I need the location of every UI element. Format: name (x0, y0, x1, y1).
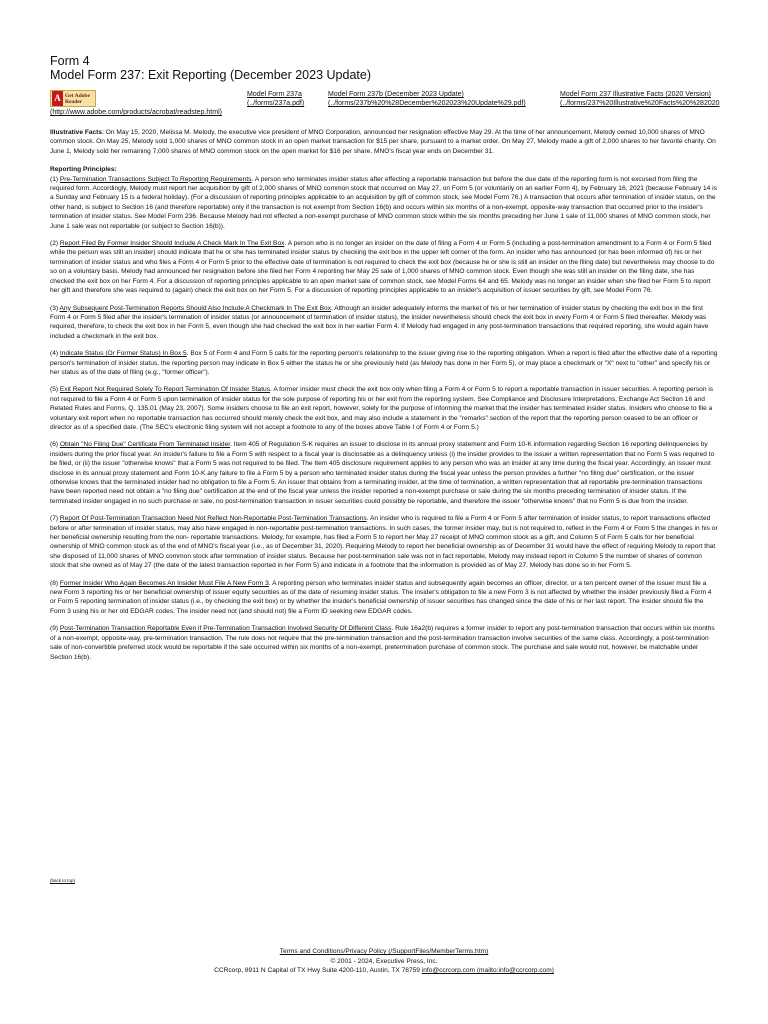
page-footer (0, 947, 768, 976)
adobe-reader-badge-text: Get Adobe Reader (65, 92, 90, 105)
model-form-237b-link[interactable] (328, 90, 526, 108)
form-number: Form 4 (50, 54, 90, 68)
principle-paragraph (50, 514, 718, 570)
link-label[interactable]: Model Form 237 Illustrative Facts (2020 Version) (560, 91, 711, 98)
principle-title: Exit Report Not Required Solely To Report Termination Of Insider Status (59, 386, 271, 394)
principle-title: Former Insider Who Again Becomes An Insider Must File A New Form 3 (59, 579, 269, 587)
illustrative-facts-label: Illustrative Facts (50, 129, 103, 136)
principle-text: . A person who is no longer an insider on the date of filing a Form 4 or Form 5 (including a post-termination amendment to a Form 4 or Form 5 filed while the person was still an insider) should indicate that he or she has terminated insider status by checking the exit box in the upper left corner of the form. An insider who has announced (or has been informed of) his or her termination of insider status and who files a Form 4 or Form 5 prior to the effective date of termination is not required to check the exit box (because he or she is still an insider on the filing date) but nevertheless may choose to do so on a voluntary basis. Melody had announced her resignation before she filed her Form 4 reporting her May 25 sale of 1,000 shares of MNO common stock. Even though she was still an insider on the filing date, she has checked the exit box on her Form 4. For a discussion of reporting principles applicable to an open market sale of common stock, see Model Forms 64 and 65. Melody was no longer an insider when she filed her Form 5 to report her gift and therefore she was required to (again) check the exit box on her Form 5. For a discussion of reporting principles applicable to an insider's acquisition of issuer securities by gift, see Model Form 76. (50, 240, 715, 295)
principle-number: (5) (50, 386, 60, 394)
adobe-logo-icon: A (52, 91, 63, 106)
principle-number: (4) (50, 350, 60, 358)
principle-title: Post-Termination Transaction Reportable Even if Pre-Termination Transaction Involved Security Of Different Class (59, 625, 392, 633)
illustrative-facts-paragraph (50, 128, 718, 156)
link-href[interactable]: (../forms/237a.pdf) (247, 100, 305, 107)
page-title: Model Form 237: Exit Reporting (December 2023 Update) (50, 68, 371, 82)
principle-text: . A reporting person who terminates insider status and subsequently again becomes an officer, director, or a ten percent owner of the issuer must file a new Form 3 reporting his or her beneficial ownership of issuer equity securities as of the date of resuming insider status. The insider's obligation to file a new Form 3 is not affected by whether the insider previously filed a Form 4 or Form 5 reporting termination of insider status (i.e., by checking the exit box) or by whether the insider's beneficial ownership of issuer securities has changed since the date of his or her last report. The insider should file the Form 3 using his or her old EDGAR codes. The insider need not (and should not) file a Form ID seeking new EDGAR codes. (50, 579, 712, 615)
principle-text: . Rule 16a2(b) requires a former insider to report any post-termination transaction that occurs within six months of a non-exempt, opposite-way, pre-termination transaction. The rule does not require that the pre-termination transaction and the post-termination transaction involve securities of the same class. Accordingly, a post-termination sale of non-convertible preferred stock would be reportable if the sale occurred within six months of a non-exempt, pretermination purchase of common stock. The purchase and sale would not, however, be matchable under Section 16(b). (50, 625, 715, 661)
reporting-principles-list (50, 175, 718, 662)
principle-title: Indicate Status (Or Former Status) In Box 5 (59, 350, 187, 358)
address-text: CCRcorp, 8911 N Capital of TX Hwy Suite 4200-110, Austin, TX 78759 (214, 967, 422, 974)
principle-number: (1) (50, 175, 60, 183)
principle-number: (7) (50, 515, 60, 523)
principle-text: . An insider who is required to file a Form 4 or Form 5 after termination of insider status, to report transactions effected before or after termination of insider status, may also have engaged in non-reportable post-termination transactions. In such cases, the former insider may, but is not required to, reflect in the Form 4 or Form 5 the changes in his or her beneficial ownership resulting from the non- reportable transactions. Melody, for example, has filed a Form 5 to report her May 27 receipt of MNO common stock as a gift, and Column 5 of Form 5 calls for her beneficial ownership of MNO common stock as of the end of MNO's fiscal year (i.e., as of December 31, 2020). Requiring Melody to report her beneficial ownership as of December 31 would have the effect of requiring Melody to report that she disposed of 11,000 shares of MNO common stock after termination of insider status. Because her post-termination sale was not in fact reportable, Melody may instead report in Column 5 the number of shares of common stock that she owned as of May 27 (the date of the latest transaction reported in her Form 5) and indicate in a footnote that the information is provided as of May 27. Melody has done so in her Form 5. (50, 515, 718, 570)
back-to-top-link[interactable]: (back to top) (50, 878, 76, 883)
page-header (50, 54, 730, 82)
principle-paragraph (50, 579, 718, 617)
adobe-reader-badge[interactable] (50, 90, 96, 107)
copyright-text: © 2001 - 2024, Executive Press, Inc. (330, 957, 438, 965)
principle-title: Pre-Termination Transactions Subject To Reporting Requirements (59, 175, 252, 183)
principle-title: Report Filed By Former Insider Should Include A Check Mark In The Exit Box (59, 240, 285, 248)
principle-paragraph (50, 175, 718, 231)
email-link[interactable]: info@ccrcorp.com (mailto:info@ccrcorp.com) (421, 967, 554, 974)
principle-paragraph (50, 385, 718, 432)
model-form-237-illustrative-facts-link[interactable] (560, 90, 720, 108)
principle-paragraph (50, 349, 718, 377)
principle-paragraph (50, 304, 718, 342)
link-href[interactable]: (../forms/237%20Illustrative%20Facts%20%282020 (560, 100, 720, 107)
principle-text: . Box 5 of Form 4 and Form 5 calls for the reporting person's relationship to the issuer giving rise to the reporting obligation. When a report is filed after the effective date of a reporting person's termination of insider status, the reporting person may indicate in Box 5 either the status he or she previously held (as Melody has done in her Form 5), or may place a checkmark or "X" next to "other" and specify his or her status as of the date of filing (e.g., "former officer"). (50, 350, 718, 376)
illustrative-facts-text: : On May 15, 2020, Melissa M. Melody, the executive vice president of MNO Corporation, announced her resignation effective May 29. At the time of her announcement, Melody owned 10,000 shares of MNO common stock. On May 25, Melody sold 1,000 shares of MNO common stock in an open market transaction for $15 per share, pursuant to a market order. On May 27, Melody made a gift of 2,000 shares to her favorite charity. On June 1, Melody sold her remaining 7,000 shares of MNO common stock on the open market for $16 per share. MNO's fiscal year ends on December 31. (50, 129, 716, 155)
principle-text: . A former insider must check the exit box only when filing a Form 4 or Form 5 to report a reportable transaction in issuer securities. A reporting person is not required to file a Form 4 or Form 5 upon termination of insider status for the sole purpose of reporting his or her exit from the reporting system. See Compliance and Disclosure Interpretations, Exchange Act Section 16 and Related Rules and Forms, Q. 135.01 (May 23, 2007). Some insiders choose to file an exit report, however, solely for the purpose of informing the market that the insider has terminated insider status. Insiders who choose to file a voluntary exit report when no reportable transaction has occurred should merely check the exit box, and may also include a statement in the "remarks" section of the report that the reporting person ceased to be an officer or director as of a specified date. (The SEC's electronic filing system will not accept a footnote to any of the boxes above Table I of Form 4 or Form 5.) (50, 386, 714, 431)
principle-number: (3) (50, 304, 60, 312)
principle-title: Obtain "No Filing Due" Certificate From Terminated Insider (59, 441, 231, 449)
link-label[interactable]: Model Form 237b (December 2023 Update) (328, 91, 464, 98)
principle-title: Any Subsequent Post-Termination Reports Should Also Include A Checkmark In The Exit Box (59, 304, 331, 312)
principle-paragraph (50, 440, 718, 506)
terms-privacy-link[interactable]: Terms and Conditions/Privacy Policy (/SupportFiles/MemberTerms.htm) (279, 948, 489, 955)
principle-text: . Item 405 of Regulation S-K requires an issuer to disclose in its annual proxy statement and Form 10-K information regarding Section 16 reporting delinquencies by insiders during the prior fiscal year. An insider's failure to file a Form 5 with respect to a fiscal year is disclosable as a delinquency unless (i) the insider provides to the issuer a written representation that no Form 5 was required to be filed, or (ii) the issuer "otherwise knows" that a Form 5 was not required to be filed. The Item 405 disclosure requirement applies to any person who was an insider at any time during the fiscal year. Accordingly, an issuer must disclose in its annual proxy statement and Form 10-K any failure to file a Form 5 by a person who terminated insider status during the fiscal year unless the person provides a further "no filing due" certification, or the issuer otherwise knows that the terminated insider had no obligation to file a Form 5. An issuer that obtains from a terminating insider, at the time of termination, a written representation that all reportable pre-termination transactions have been reported need not obtain a "no filing due" certification at the end of the fiscal year unless the insider reported a non-exempt purchase or sale during the six months preceding termination of insider status. If the terminated insider engaged in no such purchase or sale, no post-termination transaction in issuer securities could possibly be reportable, and therefore the issuer "otherwise knows" that no Form 5 is due from the insider. (50, 441, 715, 505)
principle-number: (6) (50, 441, 60, 449)
reporting-principles-heading: Reporting Principles: (50, 166, 117, 174)
principle-text: . Although an insider adequately informs the market of his or her termination of insider status by checking the exit box in the first Form 4 or Form 5 filed after the insider's termination of insider status (or announcement of termination of insider status), the insider nevertheless should check the exit box in every Form 4 or Form 5 filed thereafter. Melody was required, therefore, to check the exit box in her Form 5, even though she had checked the exit box in her earlier Form 4. If Melody had engaged in any post-termination transactions that required reporting, she would again have included a checkmark in the exit box. (50, 304, 709, 340)
principle-number: (9) (50, 625, 60, 633)
adobe-reader-link[interactable]: (http://www.adobe.com/products/acrobat/readstep.html) (50, 109, 222, 116)
model-form-237a-link[interactable] (247, 90, 304, 108)
principle-number: (2) (50, 240, 60, 248)
principle-text: . A person who terminates insider status after effecting a reportable transaction but before the due date of the reporting form is not excused from filing the required form. Accordingly, Melody must report her acquisition by gift of 2,000 shares of MNO common stock that occurred on May 27, on Form 5 (or voluntarily on an earlier Form 4), by February 16, 2021 (because February 14 is a Sunday and February 15 is a federal holiday). (For a discussion of reporting principles applicable to an acquisition by gift of common stock, see Model Form 76.) A transaction that occurs after termination of insider status, on the other hand, is subject to Section 16 (and therefore reportable) only if the transaction is not exempt from Section 16(b) and occurs within six months of a non-exempt, opposite-way transaction that occurred prior to the insider's termination of insider status. See Model Form 236. Because Melody had not effected a non-exempt purchase of MNO common stock within the six months preceding her June 1 sale of 11,000 shares of MNO common stock, her June 1 sale was not reportable (or subject to Section 16(b)). (50, 175, 717, 230)
principle-paragraph (50, 239, 718, 295)
principle-paragraph (50, 624, 718, 662)
main-content (50, 128, 718, 670)
link-label[interactable]: Model Form 237a (247, 91, 302, 98)
adobe-reader-download[interactable] (50, 90, 240, 116)
principle-number: (8) (50, 579, 60, 587)
form-links-row (50, 90, 768, 118)
link-href[interactable]: (../forms/237b%20%28December%202023%20Update%29.pdf) (328, 100, 526, 107)
principle-title: Report Of Post-Termination Transaction Need Not Reflect Non-Reportable Post-Termination Transactions (59, 515, 367, 523)
